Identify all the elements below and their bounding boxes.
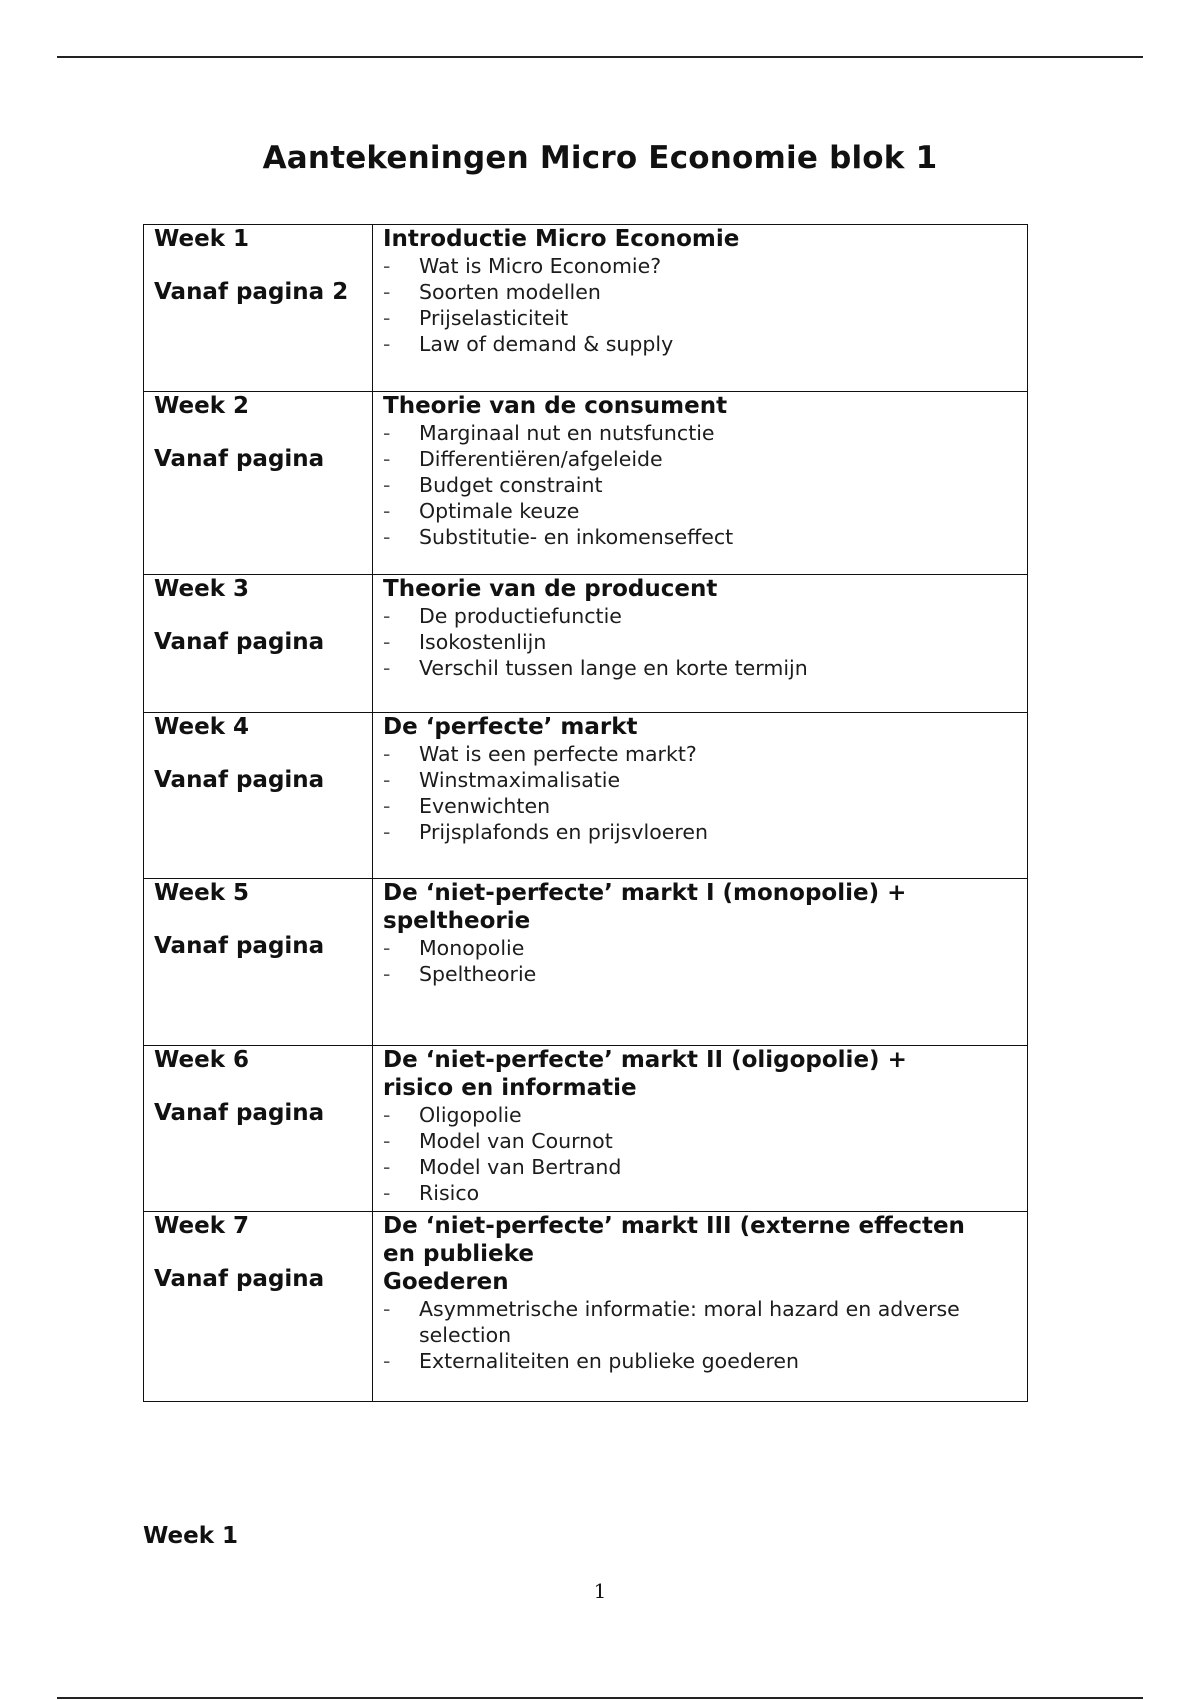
week-cell (144, 1046, 373, 1212)
topic-title-line: risico en informatie (383, 1075, 637, 1101)
list-item (383, 1102, 1017, 1128)
list-item-text: Optimale keuze (419, 499, 580, 523)
list-item (383, 253, 1017, 279)
list-item (383, 305, 1017, 331)
topic-cell (373, 392, 1028, 575)
list-item-text: Isokostenlijn (419, 630, 547, 654)
week-cell (144, 392, 373, 575)
dash-bullet-icon: - (383, 768, 391, 792)
list-item (383, 793, 1017, 819)
topic-point-list (383, 603, 1017, 681)
table-row (144, 392, 1028, 575)
list-item-text: Model van Cournot (419, 1129, 613, 1153)
week-label: Week 4 (154, 714, 250, 740)
list-item-text: Model van Bertrand (419, 1155, 622, 1179)
list-item-text: Speltheorie (419, 962, 537, 986)
topic-title-line: De ‘niet-perfecte’ markt II (oligopolie) + (383, 1047, 907, 1073)
dash-bullet-icon: - (383, 656, 391, 680)
list-item-text: Budget constraint (419, 473, 603, 497)
week-cell (144, 879, 373, 1046)
list-item (383, 420, 1017, 446)
list-item (383, 629, 1017, 655)
topic-title (383, 1046, 1017, 1102)
dash-bullet-icon: - (383, 280, 391, 304)
week-cell (144, 1212, 373, 1402)
dash-bullet-icon: - (383, 1155, 391, 1179)
topic-point-list (383, 253, 1017, 357)
list-item (383, 819, 1017, 845)
topic-title-line: speltheorie (383, 908, 531, 934)
dash-bullet-icon: - (383, 525, 391, 549)
week-label: Week 6 (154, 1047, 250, 1073)
topic-point-list (383, 420, 1017, 550)
page-reference: Vanaf pagina 2 (154, 279, 349, 305)
list-item (383, 498, 1017, 524)
dash-bullet-icon: - (383, 1181, 391, 1205)
list-item-text: Prijsplafonds en prijsvloeren (419, 820, 708, 844)
table-row (144, 1212, 1028, 1402)
week-label: Week 3 (154, 576, 250, 602)
list-item-text: selection (419, 1323, 512, 1347)
week-cell (144, 713, 373, 879)
week-label: Week 1 (154, 226, 250, 252)
list-item-text: Oligopolie (419, 1103, 522, 1127)
dash-bullet-icon: - (383, 473, 391, 497)
dash-bullet-icon: - (383, 794, 391, 818)
topic-title (383, 879, 1017, 935)
footer-rule (57, 1697, 1143, 1699)
dash-bullet-icon: - (383, 1297, 391, 1321)
topic-title (383, 575, 1017, 603)
dash-bullet-icon: - (383, 1129, 391, 1153)
list-item (383, 1180, 1017, 1206)
document-title: Aantekeningen Micro Economie blok 1 (262, 140, 938, 176)
list-item (383, 1128, 1017, 1154)
week-label: Week 7 (154, 1213, 250, 1239)
topic-title (383, 392, 1017, 420)
topic-point-list (383, 1102, 1017, 1206)
topic-cell (373, 879, 1028, 1046)
list-item-text: Monopolie (419, 936, 525, 960)
list-item-text: Verschil tussen lange en korte termijn (419, 656, 808, 680)
topic-point-list (383, 1296, 1017, 1374)
week-overview-table (143, 224, 1028, 1402)
dash-bullet-icon: - (383, 306, 391, 330)
topic-title (383, 1212, 1017, 1296)
list-item (383, 524, 1017, 550)
table-row (144, 713, 1028, 879)
list-item (383, 767, 1017, 793)
list-item-text: De productiefunctie (419, 604, 622, 628)
topic-title (383, 713, 1017, 741)
page-reference: Vanaf pagina (154, 1100, 325, 1126)
dash-bullet-icon: - (383, 604, 391, 628)
list-item-text: Evenwichten (419, 794, 551, 818)
list-item (383, 446, 1017, 472)
topic-title-line: en publieke (383, 1241, 534, 1267)
list-item-text: Wat is Micro Economie? (419, 254, 662, 278)
topic-title-line: Theorie van de consument (383, 393, 728, 419)
table-row (144, 575, 1028, 713)
topic-point-list (383, 741, 1017, 845)
list-item-text: Law of demand & supply (419, 332, 674, 356)
list-item-text: Asymmetrische informatie: moral hazard en adverse (419, 1297, 960, 1321)
section-heading: Week 1 (143, 1523, 239, 1549)
list-item (383, 741, 1017, 767)
list-item-text: Substitutie- en inkomenseffect (419, 525, 734, 549)
list-item (383, 279, 1017, 305)
topic-cell (373, 1046, 1028, 1212)
dash-bullet-icon: - (383, 499, 391, 523)
header-rule (57, 56, 1143, 58)
table-row (144, 879, 1028, 1046)
topic-point-list (383, 935, 1017, 987)
dash-bullet-icon: - (383, 630, 391, 654)
list-item-text: Wat is een perfecte markt? (419, 742, 697, 766)
table-row (144, 1046, 1028, 1212)
week-label: Week 5 (154, 880, 250, 906)
topic-cell (373, 713, 1028, 879)
topic-title-line: De ‘niet-perfecte’ markt I (monopolie) + (383, 880, 907, 906)
list-item (383, 961, 1017, 987)
topic-title-line: Theorie van de producent (383, 576, 718, 602)
page-reference: Vanaf pagina (154, 933, 325, 959)
dash-bullet-icon: - (383, 936, 391, 960)
list-item-text: Externaliteiten en publieke goederen (419, 1349, 800, 1373)
list-item-text: Winstmaximalisatie (419, 768, 621, 792)
topic-cell (373, 575, 1028, 713)
list-item (383, 472, 1017, 498)
list-item (383, 655, 1017, 681)
week-label: Week 2 (154, 393, 250, 419)
dash-bullet-icon: - (383, 962, 391, 986)
dash-bullet-icon: - (383, 421, 391, 445)
page-reference: Vanaf pagina (154, 1266, 325, 1292)
list-item (383, 331, 1017, 357)
list-item-text: Risico (419, 1181, 480, 1205)
table-row (144, 225, 1028, 392)
list-item (383, 1296, 1017, 1348)
dash-bullet-icon: - (383, 1349, 391, 1373)
page-number: 1 (593, 1579, 607, 1603)
topic-title-line: Introductie Micro Economie (383, 226, 740, 252)
page-reference: Vanaf pagina (154, 629, 325, 655)
topic-title-line: De ‘perfecte’ markt (383, 714, 638, 740)
list-item-text: Marginaal nut en nutsfunctie (419, 421, 715, 445)
week-cell (144, 225, 373, 392)
list-item (383, 603, 1017, 629)
topic-title-line: De ‘niet-perfecte’ markt III (externe effecten (383, 1213, 965, 1239)
page-reference: Vanaf pagina (154, 767, 325, 793)
topic-cell (373, 225, 1028, 392)
dash-bullet-icon: - (383, 332, 391, 356)
dash-bullet-icon: - (383, 447, 391, 471)
list-item-text: Prijselasticiteit (419, 306, 569, 330)
dash-bullet-icon: - (383, 1103, 391, 1127)
page-reference: Vanaf pagina (154, 446, 325, 472)
week-cell (144, 575, 373, 713)
list-item (383, 1348, 1017, 1374)
topic-title (383, 225, 1017, 253)
list-item-text: Differentiëren/afgeleide (419, 447, 663, 471)
list-item (383, 1154, 1017, 1180)
list-item-text: Soorten modellen (419, 280, 601, 304)
list-item (383, 935, 1017, 961)
dash-bullet-icon: - (383, 820, 391, 844)
dash-bullet-icon: - (383, 742, 391, 766)
topic-title-line: Goederen (383, 1269, 509, 1295)
topic-cell (373, 1212, 1028, 1402)
dash-bullet-icon: - (383, 254, 391, 278)
